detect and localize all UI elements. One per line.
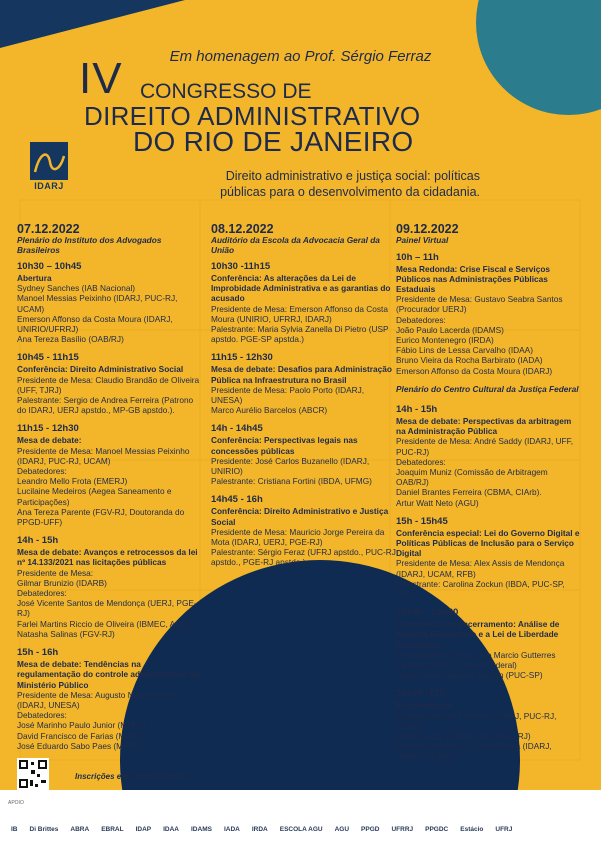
session-line: Palestrante: Mauricio Zockun (PUC-SP) (396, 670, 543, 681)
session (396, 688, 581, 761)
sponsor-logo: ESCOLA AGU (279, 825, 323, 833)
session-line: Marco Aurélio Barcelos (ABCR) (211, 405, 328, 416)
session (17, 423, 202, 527)
edition-numeral: IV (79, 54, 123, 103)
session-time: 14h45 - 16h (211, 494, 263, 506)
session-line: Presidente de Mesa: Alex Assis de Mendonça (IDARJ, UCAM, RFB) (396, 558, 565, 579)
session-time: 11h15 - 12h30 (211, 352, 273, 364)
sponsor-logo: IB (11, 825, 18, 833)
subtitle-line-1: Direito administrativo e justiça social: políticas (225, 169, 480, 183)
day-venue: Plenário do Instituto dos Advogados Brasileiros (17, 235, 162, 255)
session-title: Conferência de encerramento: Análise de Impacto Regulatório e a Lei de Liberdade Econômica (396, 619, 560, 650)
session-line: Lucilaine Medeiros (Aegea Saneamento e Participações) (17, 486, 172, 507)
session-line: Presidente de Mesa: Paolo Porto (IDARJ, UNESA) (211, 384, 365, 406)
session-line: José Marinho Paulo Junior (MPRJ) (17, 720, 146, 731)
session-title: Mesa de debate: Tendências na regulamentação do controle administrativo do Ministério Público (17, 659, 200, 690)
session-time: 15h - 15h45 (396, 515, 448, 527)
session-line: Presidente de Mesa: Caio Marcio Gutterres Taranto (UCAM, Justiça Federal) (396, 649, 556, 670)
session-line: David Francisco de Farias (MPRJ) (17, 730, 144, 741)
logo-mark-icon (30, 142, 68, 180)
session-line: Presidente de Mesa: Manoel Messias Peixinho (IDARJ, PUC-RJ, UCAM) (17, 445, 190, 466)
session-line: Debatedores: (17, 466, 67, 477)
session (396, 516, 581, 599)
session-line: José Eduardo Sabo Paes (MPDF) (17, 740, 143, 751)
session-line: Palestrante: Sérgio Feraz (UFRJ apstdo., PUC-RJ apstdo., PGE-RJ apstdo.) (211, 547, 396, 568)
homage-line: Em homenagem ao Prof. Sérgio Ferraz (169, 48, 432, 65)
day-column-2 (211, 222, 396, 576)
sponsor-logo: Di Brittes (29, 825, 59, 833)
session-time: 10h30 – 10h45 (17, 261, 82, 272)
session-line: Palestrante: Cristiana Fortini (IBDA, UFMG) (211, 476, 372, 487)
session-title: Encerramento (396, 700, 452, 711)
sponsor-logo: IDAP (135, 825, 152, 833)
session-line: Fábio Lins de Lessa Carvalho (IDAA) (396, 345, 533, 356)
session-line: Debatedores: (396, 314, 446, 325)
session-title: Mesa de debate: Perspectivas da arbitragem na Administração Pública (396, 415, 572, 437)
session-line: João Paulo Lacerda (IDAMS) (396, 324, 504, 335)
sponsor-logo: Estácio (460, 825, 484, 833)
session-line: Leandro Mello Frota (EMERJ) (17, 476, 128, 487)
sponsor-logo: AGU (334, 825, 350, 833)
sponsor-logo: IADA (223, 825, 240, 833)
session-title: Mesa Redonda: Crise Fiscal e Serviços Públicos nas Administrações Públicas Estaduais (396, 263, 551, 294)
title-line-3: DO RIO DE JANEIRO (133, 126, 414, 157)
session-line: Presidente de Mesa: Gustavo Seabra Santos (Procurador UERJ) (396, 294, 563, 315)
logo-text: IDARJ (34, 181, 64, 191)
session-time: 14h - 14h45 (211, 423, 263, 435)
day-date: 09.12.2022 (396, 222, 459, 236)
session-time: 15h - 16h (17, 647, 59, 659)
session-time: 14h - 15h (17, 535, 59, 547)
session-title: Conferência: Perspectivas legais nas concessões públicas (211, 435, 358, 456)
session-time: 10h45 - 11h15 (17, 352, 79, 364)
title-line-2: DIREITO ADMINISTRATIVO (84, 101, 421, 131)
sponsor-logo: PPGD (361, 825, 380, 833)
idarj-logo (30, 142, 68, 190)
session-line: Presidente de Mesa: Mauricio Jorge Pereira da Mota (IDARJ, UERJ, PGE-RJ) (211, 526, 385, 548)
session-line: Ana Tereza Parente (FGV-RJ, Doutoranda do PPGD-UFF) (17, 506, 185, 528)
session-line: Bruno Vieira da Rocha Barbirato (IADA) (396, 355, 543, 366)
session-line: Manoel Messias Peixinho (IDARJ, PUC-RJ, UCAM) (396, 710, 557, 731)
session-line: Palestrante: Carolina Zockun (IBDA, PUC-SP, PFN) (396, 578, 565, 599)
session-title: Abertura (17, 273, 52, 283)
session (17, 535, 202, 639)
session-line: Emerson Affonso da Costa Moura (IDARJ, UNIRIO/UFRRJ) (17, 313, 173, 335)
day-venue-secondary: Plenário do Centro Cultural da Justiça Federal (396, 383, 579, 394)
sponsor-logo: EBRAL (101, 825, 124, 833)
session-line: Presidente de Mesa: Augusto Nepomuceno (IDARJ, UNESA) (17, 689, 178, 710)
session-line: Natasha Salinas (FGV-RJ) (17, 628, 115, 639)
session-time: 10h30 -11h15 (211, 261, 271, 272)
day-date: 07.12.2022 (17, 222, 80, 236)
session-time: 14h - 15h (396, 403, 438, 415)
navy-corner-triangle (0, 0, 185, 48)
session-line: Presidente de Mesa: Claudio Brandão de Oliveira (UFF, TJRJ) (17, 374, 200, 395)
session-line: Farlei Martins Riccio de Oliveira (IBMEC, AGU) (17, 618, 191, 629)
registration-info: Inscrições em sympla.com.br (75, 772, 188, 781)
session (211, 261, 396, 344)
subtitle-line-2: públicas para o desenvolvimento da cidadania. (220, 185, 480, 199)
session-line: Artur Watt Neto (AGU) (396, 497, 479, 508)
session-title: Mesa de debate: (17, 435, 82, 446)
session (211, 352, 396, 415)
session-line: Ana Tereza Basílio (OAB/RJ) (17, 334, 124, 345)
sponsor-logo: UFRRJ (391, 825, 414, 833)
session-line: André Saddy (IDARJ, UFF, PUC-RJ) (396, 731, 531, 742)
session-line: Presidente de Mesa: (17, 567, 94, 578)
session (396, 607, 581, 680)
subtitle (160, 168, 480, 200)
session-line: Presidente de Mesa: André Saddy (IDARJ, UFF, PUC-RJ) (396, 436, 574, 457)
day-venue: Auditório da Escola da Advocacia Geral da União (211, 235, 380, 255)
session (17, 261, 202, 344)
session-line: Debatedores: (17, 710, 67, 721)
session-line: Joaquim Muniz (Comissão de Arbitragem OAB/RJ) (396, 466, 548, 488)
qr-code[interactable] (17, 758, 49, 790)
session (211, 423, 396, 486)
sponsor-logo: IDAA (163, 825, 179, 833)
sponsor-logo: ABRA (70, 825, 90, 833)
session-title: Conferência: Direito Administrativo Social (17, 364, 184, 375)
session-time: 10h – 11h (396, 251, 439, 263)
session-time: 16h30 -17h (396, 688, 446, 700)
session-line: Debatedores: (396, 456, 446, 467)
day-venue: Painel Virtual (396, 235, 449, 245)
session-line: Sydney Sanches (IAB Nacional) (17, 283, 136, 294)
session-line: Manoel Messias Peixinho (IDARJ, PUC-RJ, UCAM) (17, 293, 178, 314)
session-line: Daniel Brantes Ferreira (CBMA, CIArb). (396, 487, 542, 498)
session-title: Mesa de debate: Desafios para Administração Pública na Infraestrutura no Brasil (211, 364, 392, 385)
sponsor-logos (0, 818, 601, 840)
session (17, 352, 202, 415)
session-title: Mesa de debate: Avanços e retrocessos da lei nº 14.133/2021 nas licitações públicas (17, 547, 198, 568)
session-line: Emerson Affonso da Costa Moura (IDARJ, UNIRIO/UFRRJ) (396, 741, 552, 762)
session-title: Conferência: As alterações da Lei de Improbidade Administrativa e as garantias do acusado (211, 273, 391, 304)
session-line: Debatedores: (17, 588, 67, 599)
session-time: 15h45 - 16h30 (396, 607, 459, 619)
day-date: 08.12.2022 (211, 222, 274, 236)
session-line: Palestrante: Maria Sylvia Zanella Di Pietro (USP apstdo. PGE-SP apstda.) (211, 324, 389, 345)
title-line-1: CONGRESSO DE (140, 80, 312, 103)
session (17, 647, 202, 751)
session-line: Presidente: José Carlos Buzanello (IDARJ, UNIRIO) (211, 455, 370, 477)
session-line: Gilmar Brunizio (IDARB) (17, 577, 107, 588)
session (396, 252, 581, 376)
session-time: 11h15 - 12h30 (17, 423, 79, 435)
sponsor-logo: PPGDC (425, 825, 449, 833)
session-title: Conferência: Direito Administrativo e Justiça Social (211, 506, 389, 527)
session (396, 404, 581, 508)
session-line: Palestrante: Sergio de Andrea Ferreira (Patrono do IDARJ, UERJ apstdo., MP-GB apstdo.). (17, 395, 194, 416)
sponsor-logo: UFRJ (495, 825, 513, 833)
session-line: Eurico Montenegro (IRDA) (396, 334, 494, 345)
day-column-1 (17, 222, 202, 759)
session-line: Presidente de Mesa: Emerson Affonso da Costa Moura (UNIRIO, UFRRJ, IDARJ) (211, 303, 388, 324)
sponsor-logo: IRDA (251, 825, 268, 833)
support-label: APOIO (8, 800, 24, 806)
session (211, 494, 396, 567)
session-line: José Vicente Santos de Mendonça (UERJ, PGE-RJ) (17, 598, 197, 619)
day-column-3 (396, 222, 581, 770)
sponsor-logo: IDAMS (191, 825, 212, 833)
session-line: Emerson Affonso da Costa Moura (IDARJ) (396, 365, 553, 376)
session-title: Conferência especial: Lei do Governo Digital e Políticas Públicas de Inclusão para o Serviço Digital (396, 527, 580, 559)
